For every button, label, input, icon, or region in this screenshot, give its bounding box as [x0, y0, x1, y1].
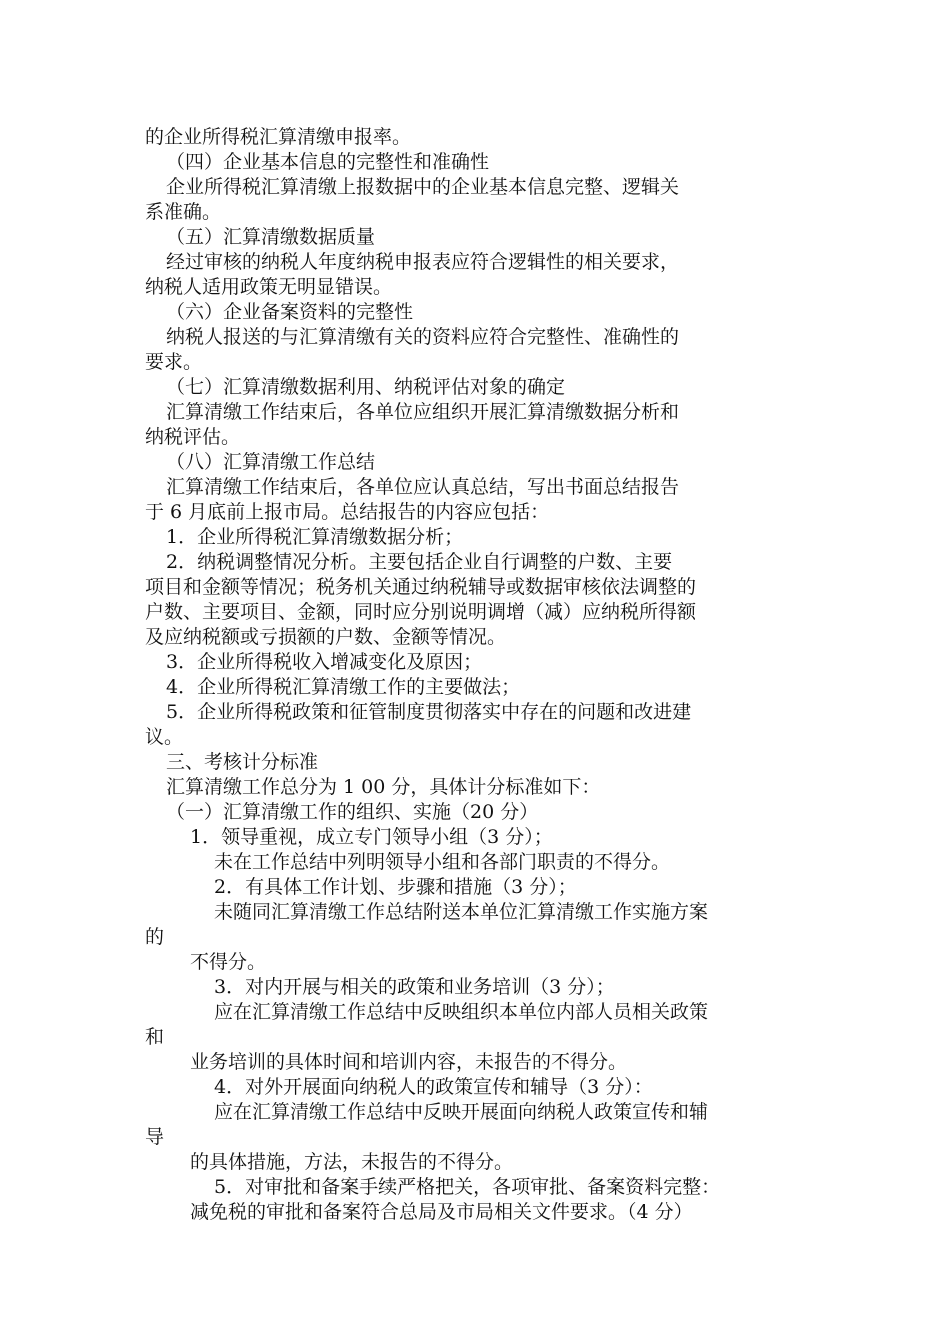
list-item: 2．有具体工作计划、步骤和措施（3 分）；: [214, 876, 577, 898]
text-line: 未在工作总结中列明领导小组和各部门职责的不得分。: [214, 851, 671, 873]
list-item: 1．领导重视，成立专门领导小组（3 分）；: [190, 826, 553, 848]
text-line: 经过审核的纳税人年度纳税申报表应符合逻辑性的相关要求，: [166, 251, 680, 273]
text-line: 未随同汇算清缴工作总结附送本单位汇算清缴工作实施方案: [214, 901, 709, 923]
list-item: 4．对外开展面向纳税人的政策宣传和辅导（3 分）：: [214, 1076, 653, 1098]
text-line: 及应纳税额或亏损额的户数、金额等情况。: [145, 626, 507, 648]
section-heading: （七）汇算清缴数据利用、纳税评估对象的确定: [166, 376, 566, 398]
list-item: 1．企业所得税汇算清缴数据分析；: [166, 526, 464, 548]
text-line: 应在汇算清缴工作总结中反映组织本单位内部人员相关政策: [214, 1001, 709, 1023]
text-line: 纳税人报送的与汇算清缴有关的资料应符合完整性、准确性的: [166, 326, 680, 348]
text-line: 导: [145, 1126, 165, 1148]
list-item: 2．纳税调整情况分析。主要包括企业自行调整的户数、主要: [166, 551, 673, 573]
text-line: 应在汇算清缴工作总结中反映开展面向纳税人政策宣传和辅: [214, 1101, 709, 1123]
text-line: 纳税人适用政策无明显错误。: [145, 276, 393, 298]
text-line: 系准确。: [145, 201, 222, 223]
text-line: 的企业所得税汇算清缴申报率。: [145, 126, 412, 148]
list-item: 3．对内开展与相关的政策和业务培训（3 分）；: [214, 976, 615, 998]
text-line: 汇算清缴工作结束后，各单位应认真总结，写出书面总结报告: [166, 476, 680, 498]
text-line: 不得分。: [190, 951, 267, 973]
text-line: 和: [145, 1026, 165, 1048]
section-heading: 三、考核计分标准: [166, 751, 319, 773]
text-line: 议。: [145, 726, 184, 748]
text-line: 汇算清缴工作结束后，各单位应组织开展汇算清缴数据分析和: [166, 401, 680, 423]
list-item: 5．企业所得税政策和征管制度贯彻落实中存在的问题和改进建: [166, 701, 692, 723]
section-heading: （四）企业基本信息的完整性和准确性: [166, 151, 490, 173]
text-line: 户数、主要项目、金额，同时应分别说明调增（减）应纳税所得额: [145, 601, 697, 623]
text-line: 纳税评估。: [145, 426, 241, 448]
section-heading: （一）汇算清缴工作的组织、实施（20 分）: [166, 801, 539, 823]
list-item: 3．企业所得税收入增减变化及原因；: [166, 651, 483, 673]
text-line: 减免税的审批和备案符合总局及市局相关文件要求。（4 分）: [190, 1201, 693, 1223]
text-line: 的具体措施，方法，未报告的不得分。: [190, 1151, 514, 1173]
text-line: 的: [145, 926, 165, 948]
text-line: 业务培训的具体时间和培训内容，未报告的不得分。: [190, 1051, 628, 1073]
text-line: 要求。: [145, 351, 203, 373]
list-item: 5．对审批和备案手续严格把关，各项审批、备案资料完整：: [214, 1176, 721, 1198]
list-item: 4．企业所得税汇算清缴工作的主要做法；: [166, 676, 521, 698]
text-line: 项目和金额等情况；税务机关通过纳税辅导或数据审核依法调整的: [145, 576, 697, 598]
text-line: 汇算清缴工作总分为 1 00 分，具体计分标准如下：: [166, 776, 601, 798]
section-heading: （六）企业备案资料的完整性: [166, 301, 414, 323]
section-heading: （五）汇算清缴数据质量: [166, 226, 376, 248]
text-line: 企业所得税汇算清缴上报数据中的企业基本信息完整、逻辑关: [166, 176, 680, 198]
text-line: 于 6 月底前上报市局。总结报告的内容应包括：: [145, 501, 550, 523]
section-heading: （八）汇算清缴工作总结: [166, 451, 376, 473]
